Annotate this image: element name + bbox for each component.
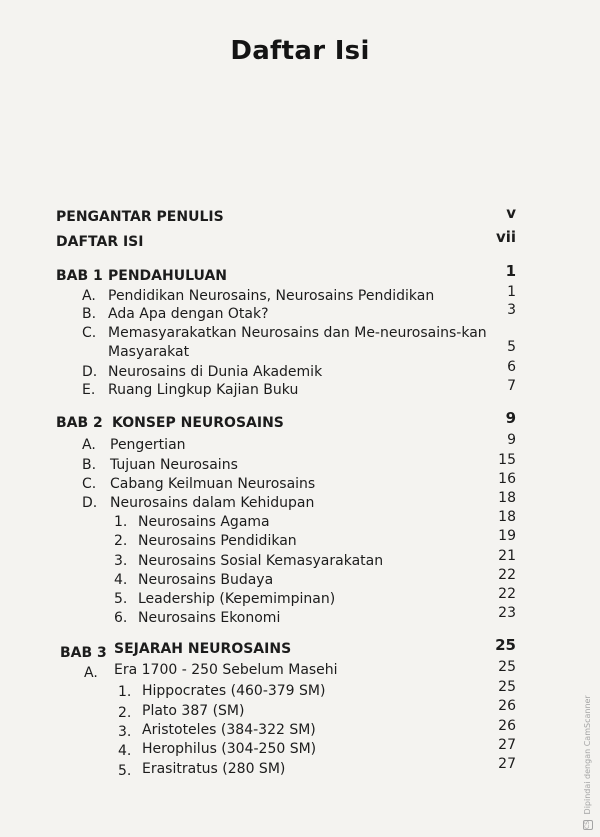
section-letter: D.: [82, 495, 98, 511]
section-title[interactable]: Cabang Keilmuan Neurosains: [110, 476, 316, 492]
subsection-page: 27: [498, 756, 516, 772]
section-page: 15: [498, 452, 516, 468]
toc-front-label[interactable]: DAFTAR ISI: [56, 234, 144, 250]
section-title[interactable]: Era 1700 - 250 Sebelum Masehi: [114, 662, 338, 678]
subsection-title[interactable]: Leadership (Kepemimpinan): [138, 591, 336, 607]
subsection-title[interactable]: Neurosains Pendidikan: [138, 533, 297, 549]
subsection-number: 5.: [118, 763, 132, 779]
watermark-text: Dipindai dengan CamScanner: [583, 695, 592, 815]
chapter-number: BAB 2: [56, 415, 103, 431]
subsection-number: 4.: [118, 743, 132, 759]
section-title[interactable]: Neurosains dalam Kehidupan: [110, 495, 315, 511]
section-page: 5: [507, 339, 516, 355]
subsection-page: 23: [498, 605, 516, 621]
section-title[interactable]: Ruang Lingkup Kajian Buku: [108, 382, 299, 398]
section-page: 9: [507, 432, 516, 448]
section-letter: A.: [82, 437, 96, 453]
subsection-title[interactable]: Herophilus (304-250 SM): [142, 741, 317, 757]
section-title-continued[interactable]: Masyarakat: [108, 344, 190, 360]
subsection-title[interactable]: Neurosains Budaya: [138, 572, 274, 588]
subsection-number: 1.: [114, 514, 128, 530]
section-page: 1: [507, 284, 516, 300]
section-title[interactable]: Ada Apa dengan Otak?: [108, 306, 269, 322]
subsection-title[interactable]: Neurosains Sosial Kemasyarakatan: [138, 553, 384, 569]
scanner-watermark: [583, 600, 597, 830]
section-title[interactable]: Neurosains di Dunia Akademik: [108, 364, 323, 380]
section-letter: C.: [82, 325, 97, 341]
page-title: Daftar Isi: [230, 36, 370, 66]
section-page: 18: [498, 490, 516, 506]
toc-front-page: vii: [495, 228, 516, 246]
chapter-title[interactable]: SEJARAH NEUROSAINS: [114, 641, 292, 657]
section-letter: B.: [82, 457, 97, 473]
section-page: 16: [498, 471, 516, 487]
subsection-number: 3.: [118, 724, 132, 740]
section-title[interactable]: Tujuan Neurosains: [110, 457, 238, 473]
subsection-number: 2.: [118, 705, 132, 721]
section-page: 3: [507, 302, 516, 318]
subsection-number: 6.: [114, 610, 128, 626]
section-page: 6: [507, 359, 516, 375]
section-title[interactable]: Pendidikan Neurosains, Neurosains Pendidikan: [108, 288, 435, 304]
subsection-title[interactable]: Aristoteles (384-322 SM): [142, 722, 316, 738]
chapter-page: 1: [505, 262, 516, 280]
section-title[interactable]: Pengertian: [110, 437, 186, 453]
chapter-title[interactable]: KONSEP NEUROSAINS: [112, 415, 284, 431]
section-letter: B.: [82, 306, 97, 322]
subsection-page: 25: [498, 679, 516, 695]
section-page: 25: [498, 659, 516, 675]
subsection-page: 19: [498, 528, 516, 544]
section-letter: C.: [82, 476, 97, 492]
subsection-page: 26: [498, 698, 516, 714]
subsection-title[interactable]: Plato 387 (SM): [142, 703, 245, 719]
section-letter: A.: [82, 288, 96, 304]
subsection-number: 3.: [114, 553, 128, 569]
subsection-number: 5.: [114, 591, 128, 607]
subsection-number: 4.: [114, 572, 128, 588]
chapter-number: BAB 3: [60, 645, 107, 661]
subsection-title[interactable]: Neurosains Agama: [138, 514, 270, 530]
chapter-title[interactable]: PENDAHULUAN: [108, 268, 227, 284]
subsection-page: 26: [498, 718, 516, 734]
subsection-page: 21: [498, 548, 516, 564]
section-title[interactable]: Memasyarakatkan Neurosains dan Me-neurosains-kan: [108, 325, 487, 341]
subsection-title[interactable]: Hippocrates (460-379 SM): [142, 683, 326, 699]
subsection-page: 22: [498, 567, 516, 583]
section-letter: E.: [82, 382, 96, 398]
camscanner-icon: CS: [584, 821, 591, 829]
subsection-number: 2.: [114, 533, 128, 549]
subsection-number: 1.: [118, 684, 132, 700]
section-letter: D.: [82, 364, 98, 380]
chapter-page: 9: [505, 409, 516, 427]
toc-front-label[interactable]: PENGANTAR PENULIS: [56, 209, 224, 225]
chapter-number: BAB 1: [56, 268, 103, 284]
subsection-page: 27: [498, 737, 516, 753]
section-letter: A.: [84, 665, 98, 681]
toc-front-page: v: [506, 204, 516, 222]
subsection-title[interactable]: Erasitratus (280 SM): [142, 761, 286, 777]
chapter-page: 25: [495, 636, 516, 654]
subsection-title[interactable]: Neurosains Ekonomi: [138, 610, 281, 626]
subsection-page: 18: [498, 509, 516, 525]
subsection-page: 22: [498, 586, 516, 602]
section-page: 7: [507, 378, 516, 394]
